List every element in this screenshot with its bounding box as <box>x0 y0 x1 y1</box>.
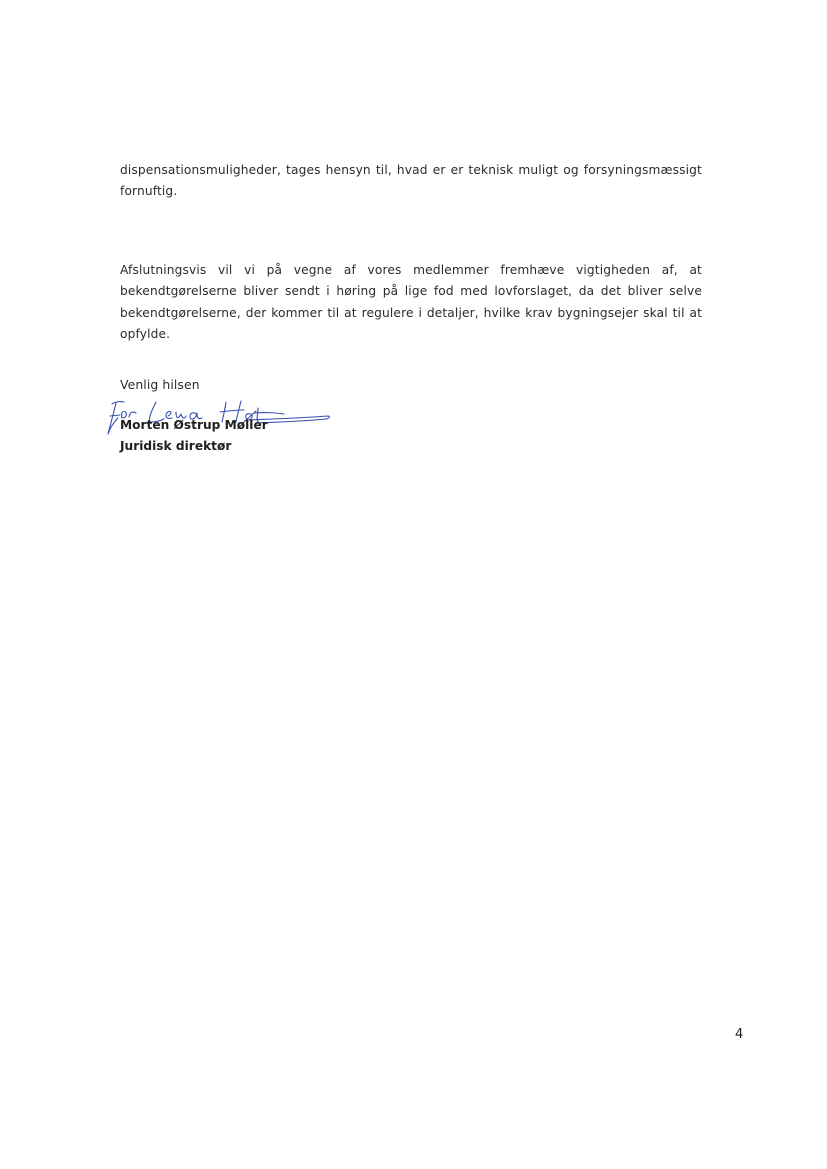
handwritten-signature <box>98 392 338 440</box>
signatory-title: Juridisk direktør <box>120 439 232 453</box>
body-paragraph-dispensation: dispensationsmuligheder, tages hensyn til, hvad er er teknisk muligt og forsyningsmæssigt fornuftig. <box>120 163 702 199</box>
signatory-name: Morten Østrup Møller <box>120 418 268 432</box>
closing-greeting: Venlig hilsen <box>120 377 200 392</box>
body-paragraph-conclusion: Afslutningsvis vil vi på vegne af vores medlemmer fremhæve vigtigheden af, at bekendtgørelserne bliver sendt i høring på lige fod med lovforslaget, da det bliver selve bekendtgørelserne, der kommer til at regulere i detaljer, hvilke krav bygningsejer skal til at opfylde. <box>120 263 702 341</box>
page-number: 4 <box>735 1027 744 1042</box>
